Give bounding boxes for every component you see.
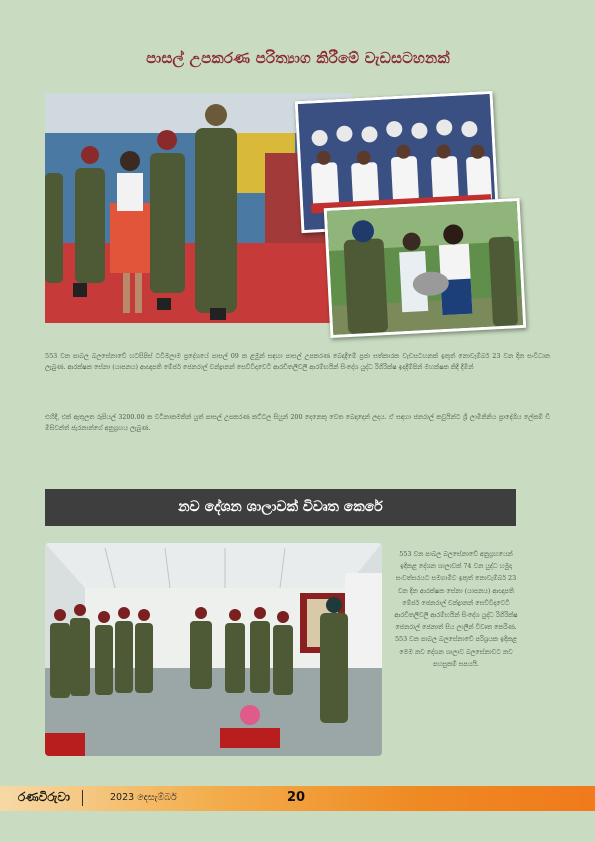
section-banner	[45, 489, 516, 526]
article-title: පාසල් උපකරණ පරිත්‍යාග කිරීමේ වැඩසටහනක්	[146, 49, 450, 67]
section-title: නව දේශන ශාලාවක් විවෘත කෙරේ	[178, 499, 383, 515]
lecture-hall-photo	[45, 543, 382, 756]
footer-divider	[82, 790, 83, 806]
magazine-name: රණවිරුවා	[18, 790, 70, 804]
article-side-text: 553 වන පාබල බලසේනාවේ අනුග්‍රහයෙන් ඉදිකළ දේශන ශාලාවක් 74 වන යුද්ධ හමුදා සංවත්සරයට සමගාමීව ඉකුත් නොවැම්බර් 23 වන දින ආරක්ෂක සේනා (යාපනය) ආඥාපති මේජර් ජෙනරාල් චන්ද්‍රානන් සෙව්විදාවෙටි ආරඩිතලිවලි ආරම්භයින් සිංදේශ යුද්ධ රිගිරික්ෂ ජෙනරාල් ජෙනාත් සිය ලාලින් විවෘත කෙරිණ. 553 වන පාබල බලසේනාවේ පරිශ්‍රයක ඉදිකළ මෙම නව දේශන ශාලාව බලසේනාවට නව පහසුකම් සපයයි.	[394, 550, 518, 668]
issue-date: 2023 දෙසැම්බර්	[110, 792, 177, 803]
page-footer	[0, 786, 595, 811]
article-paragraph-2: එහිදී, එක් ඇතුලත රුපියල් 3200.00 ක වටිනාකමකින් යුත් පාසල් උපකරණ කට්ටල සියුන් 200 දෙනෙකු වෙත බෙදාදෙන් ලදය. ඒ සඳහා ජනරාල් කවුයින්ට ශ්‍රී ලාමිනිනිය ප්‍රාදේශිය ලේකම් ඩී මිසිවන්ත් ජැරනාන්ගේ අනුග්‍රහය ලැබුණ.	[45, 413, 550, 433]
gift-handover-photo	[324, 198, 527, 338]
article-paragraph-1: 553 වන පාබල බලසේනාවේ හටසිපිස් ටවිමලාම ප්‍රදේශයේ පාසල් 09 ක ළමුන් සඳහා පාසල් උපකරණ බෙදාදීමේ ප්‍රජා සත්කාරක වැඩසටහනක් ඉකුත් නොවැම්බර් 23 වන දින සංවිධාන ලැබුණ. ආරක්ෂක සේනා (යාපනය) ආඥාපති මේජර් ජෙනරාල් චන්ද්‍රානන් සෙව්විදාවෙටි ආරඩිතලිවලි ආරම්භයින් සිංදේශ යුද්ධ රිගිරික්ෂ ඉදාදීම්පින් මහක්ෂක කිදී දීමින්	[45, 352, 550, 372]
page-number: 20	[287, 790, 306, 805]
